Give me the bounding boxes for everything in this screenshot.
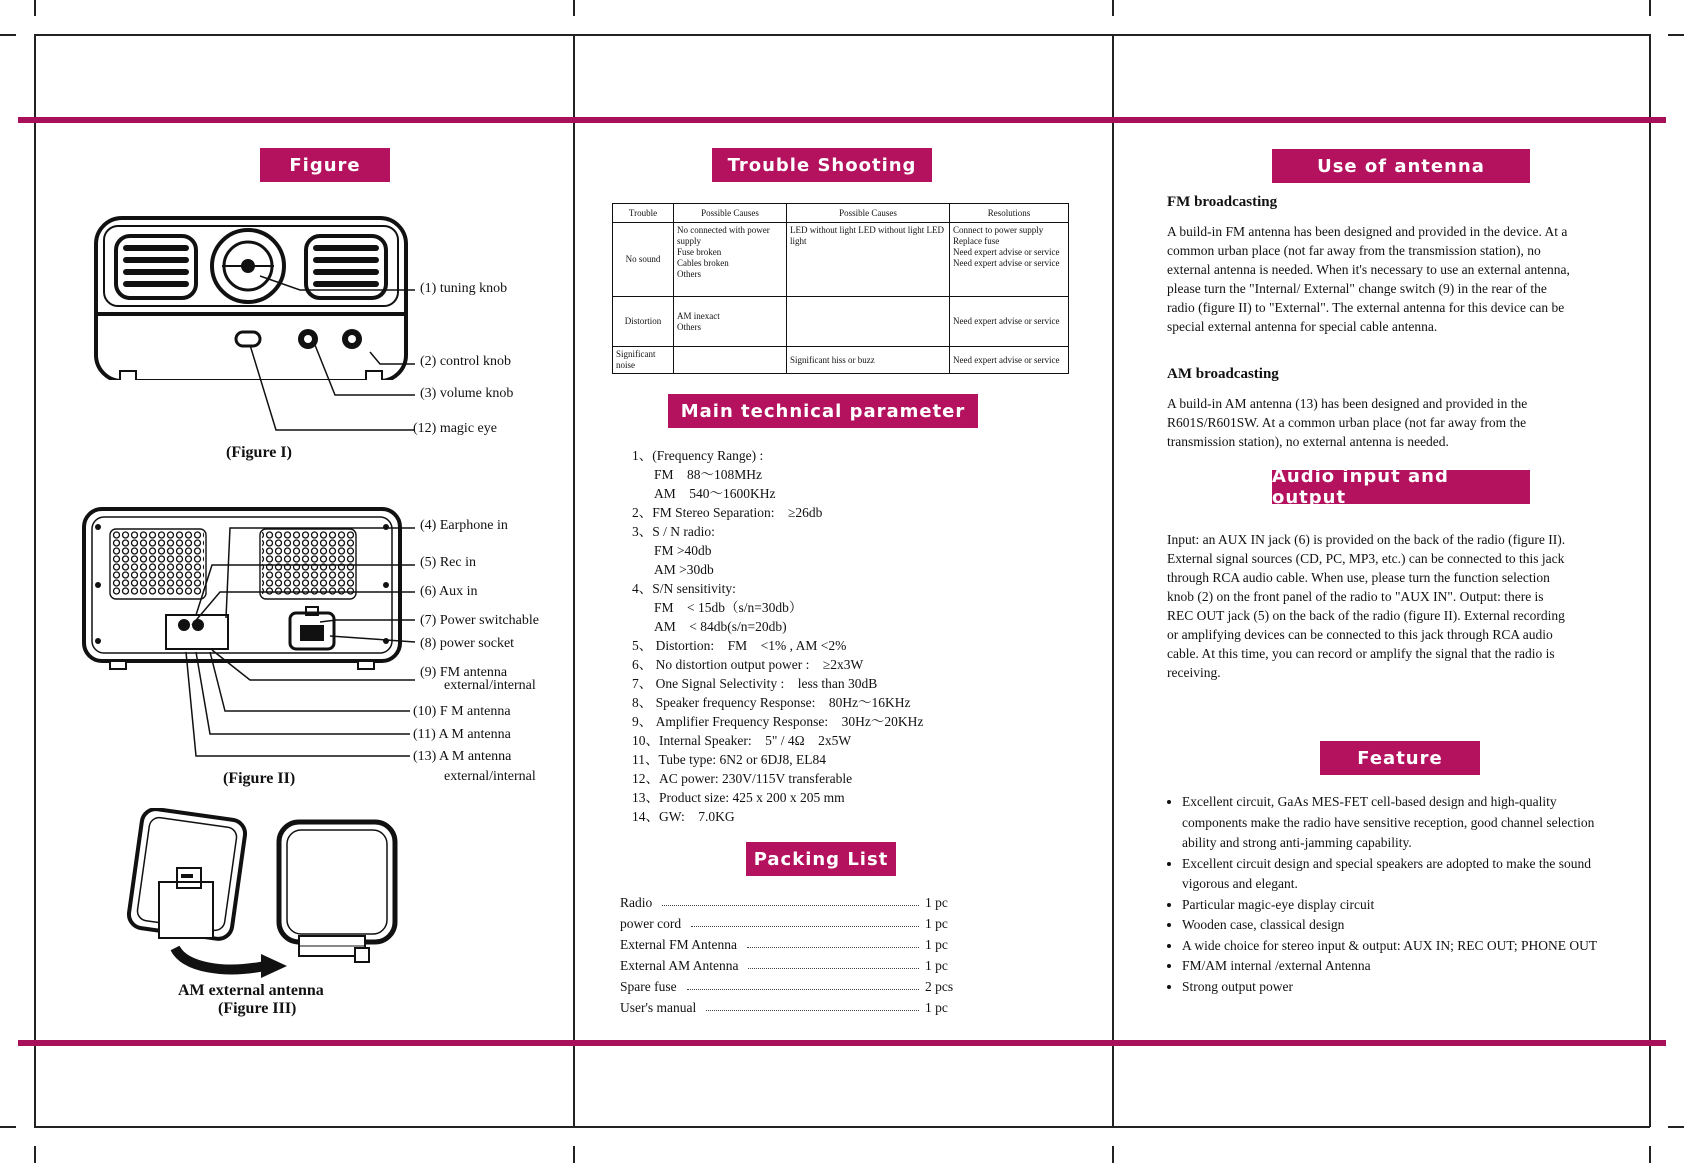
trouble-shooting-table [612,203,1069,374]
crop-mark [34,1146,36,1163]
technical-parameter-header: Main technical parameter [668,394,978,428]
param-line: 14、GW: 7.0KG [632,809,735,824]
use-of-antenna-header: Use of antenna [1272,149,1530,183]
label-earphone-in: (4) Earphone in [420,518,508,533]
table-header: Possible Causes [787,204,950,223]
packing-row [620,953,965,974]
packing-list [620,890,965,1016]
audio-io-header: Audio input and output [1272,470,1530,504]
table-row [613,223,1069,297]
label-am-antenna-switch: (13) A M antenna [413,749,512,764]
crop-mark [1112,0,1114,16]
feature-item: • A wide choice for stereo input & output: AUX IN; REC OUT; PHONE OUT [1182,936,1606,957]
param-line: 10、Internal Speaker: 5" / 4Ω 2x5W [632,733,852,748]
packing-item: External FM Antenna [620,937,737,952]
param-line: 4、S/N sensitivity: [632,581,736,596]
figure-header: Figure [260,148,390,182]
table-header: Trouble [613,204,674,223]
table-row [613,297,1069,347]
label-tuning-knob: (1) tuning knob [420,281,508,296]
figure-3-caption: (Figure III) [218,1000,297,1017]
label-fm-antenna-switch: (9) FM antenna [420,665,508,680]
table-cell: No sound [613,223,674,297]
table-cell: Need expert advise or service [950,347,1069,374]
param-line: 12、AC power: 230V/115V transferable [632,771,853,786]
crop-mark [0,1126,16,1128]
frame-bottom [34,1126,1650,1128]
label-volume-knob: (3) volume knob [420,386,514,401]
param-line: 13、Product size: 425 x 200 x 205 mm [632,790,845,805]
packing-row [620,890,965,911]
feature-item: • Wooden case, classical design [1182,915,1606,936]
table-cell: Distortion [613,297,674,347]
label-fm-antenna-switch-sub: external/internal [444,678,536,693]
crop-mark [1112,1146,1114,1163]
bottom-accent-bar [18,1040,1666,1046]
table-cell: Significant noise [613,347,674,374]
packing-item: User's manual [620,1000,697,1015]
packing-qty: 1 pc [925,937,948,952]
feature-header: Feature [1320,741,1480,775]
crop-mark [1668,1126,1684,1128]
fm-broadcasting-title: FM broadcasting [1167,194,1278,210]
packing-item: Spare fuse [620,979,677,994]
packing-qty: 1 pc [925,1000,948,1015]
feature-item: • Excellent circuit design and special speakers are adopted to make the sound vigorous and elegant. [1182,854,1606,895]
packing-qty: 1 pc [925,958,948,973]
param-line: 2、FM Stereo Separation: ≥26db [632,505,823,520]
figure-2-caption: (Figure II) [223,770,296,787]
crop-mark [1649,1146,1651,1163]
packing-qty: 1 pc [925,895,948,910]
label-am-antenna-switch-sub: external/internal [444,769,536,784]
packing-item: Radio [620,895,653,910]
packing-list-header: Packing List [746,842,896,876]
frame-right [1649,34,1651,1127]
table-cell: LED without light LED without light LED light [787,223,950,297]
feature-item: • Strong output power [1182,977,1606,998]
fold-line-2 [1112,34,1114,1127]
packing-item: power cord [620,916,682,931]
label-power-switchable: (7) Power switchable [420,613,539,628]
param-line: 9、 Amplifier Frequency Response: 30Hz～20KHz [632,714,924,729]
param-line: FM < 15db（s/n=30db） [654,600,803,615]
param-line: FM >40db [654,543,712,558]
table-cell: No connected with power supply Fuse broken Cables broken Others [674,223,787,297]
feature-item: • Excellent circuit, GaAs MES-FET cell-based design and high-quality components make the radio have sensitive reception, good channel selection ability and strong anti-jamming capability. [1182,792,1606,854]
technical-parameter-list [632,446,923,826]
table-cell [787,297,950,347]
param-line: AM 540～1600KHz [654,486,776,501]
table-header-row [613,204,1069,223]
fm-broadcasting-text: A build-in FM antenna has been designed and provided in the device. At a common urban place (not far away from the transmission station), no external antenna is needed. When it's necessary to use an external antenna, please turn the "Internal/ External" change switch (9) in the rear of the radio (figure II) to "External". The external antenna for this device can be special external antenna for special cable antenna. [1167,224,1570,334]
packing-row [620,995,965,1016]
param-line: 3、S / N radio: [632,524,715,539]
label-aux-in: (6) Aux in [420,584,478,599]
crop-mark [1668,34,1684,36]
table-cell: Significant hiss or buzz [787,347,950,374]
figure-2-leader-lines [0,0,573,780]
crop-mark [1649,0,1651,16]
param-line: FM 88～108MHz [654,467,763,482]
label-magic-eye: (12) magic eye [413,421,497,436]
packing-row [620,932,965,953]
table-cell [674,347,787,374]
am-antenna-drawing [115,808,415,980]
am-broadcasting-title: AM broadcasting [1167,366,1279,382]
figure-1-caption: (Figure I) [226,444,292,461]
param-line: 1、(Frequency Range) : [632,448,764,463]
label-power-socket: (8) power socket [420,636,515,651]
table-cell: Need expert advise or service [950,297,1069,347]
crop-mark [573,1146,575,1163]
param-line: 5、 Distortion: FM <1% , AM <2% [632,638,847,653]
label-am-antenna: (11) A M antenna [413,727,511,742]
audio-io-text: Input: an AUX IN jack (6) is provided on the back of the radio (figure II). External signal sources (CD, PC, MP3, etc.) can be connected to this jack through RCA audio cable. When use, please turn the function selection knob (2) on the front panel of the radio to "AUX IN". Output: there is REC OUT jack (5) on the back of the radio (figure II). External recording or amplifying devices can be connected to this jack through RCA audio cable. At this time, you can record or amplify the signal that the radio is receiving. [1167,532,1566,680]
packing-qty: 2 pcs [925,979,954,994]
packing-row [620,974,965,995]
param-line: 6、 No distortion output power : ≥2x3W [632,657,864,672]
table-row [613,347,1069,374]
feature-list [1166,792,1606,997]
feature-item: • Particular magic-eye display circuit [1182,895,1606,916]
table-cell: AM inexact Others [674,297,787,347]
packing-row [620,911,965,932]
param-line: AM < 84db(s/n=20db) [654,619,787,634]
fold-line-1 [573,34,575,1127]
crop-mark [573,0,575,16]
feature-item: • FM/AM internal /external Antenna [1182,956,1606,977]
packing-item: External AM Antenna [620,958,739,973]
trouble-shooting-header: Trouble Shooting [712,148,932,182]
label-fm-antenna: (10) F M antenna [413,704,511,719]
param-line: AM >30db [654,562,714,577]
label-control-knob: (2) control knob [420,354,511,369]
am-broadcasting-text: A build-in AM antenna (13) has been designed and provided in the R601S/R601SW. At a common urban place (not far away from the transmission station), no external antenna is needed. [1167,396,1528,449]
table-header: Possible Causes [674,204,787,223]
label-rec-in: (5) Rec in [420,555,476,570]
figure-3-caption-title: AM external antenna [178,982,324,999]
packing-qty: 1 pc [925,916,948,931]
table-cell: Connect to power supply Replace fuse Need expert advise or service Need expert advise or service [950,223,1069,297]
table-header: Resolutions [950,204,1069,223]
param-line: 11、Tube type: 6N2 or 6DJ8, EL84 [632,752,826,767]
param-line: 7、 One Signal Selectivity : less than 30dB [632,676,878,691]
param-line: 8、 Speaker frequency Response: 80Hz～16KHz [632,695,911,710]
